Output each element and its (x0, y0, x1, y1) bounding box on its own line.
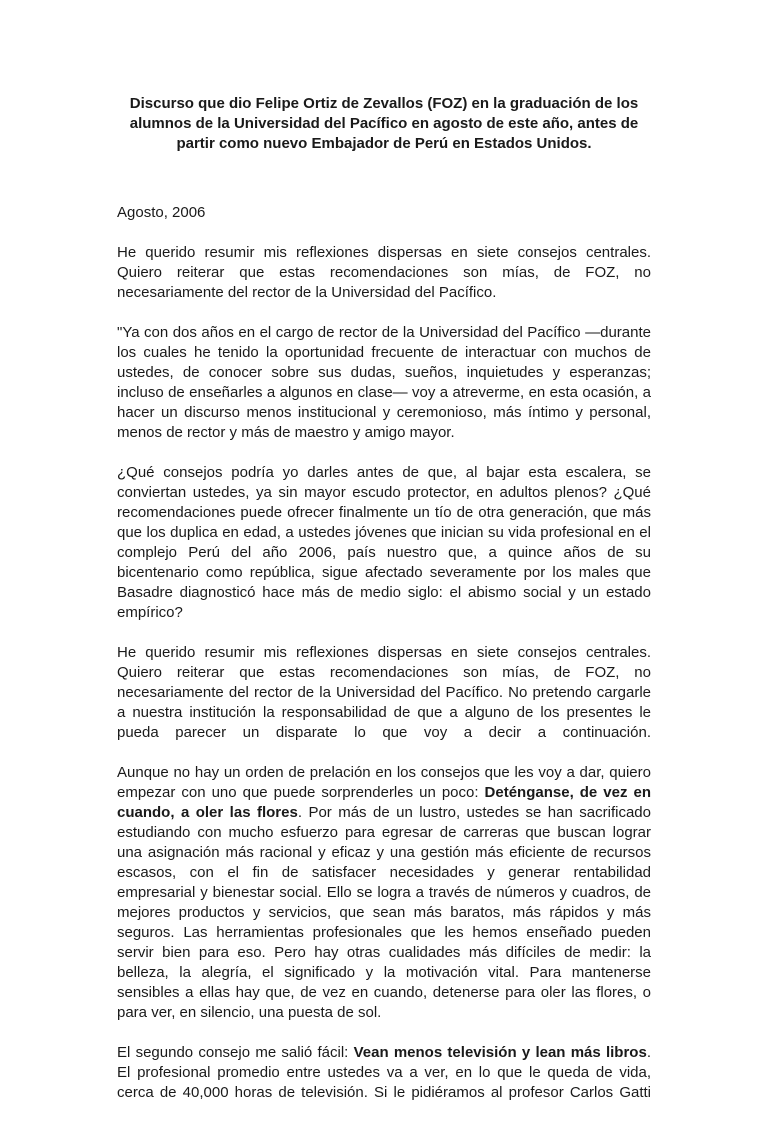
text-line (117, 983, 651, 1003)
text-line (117, 783, 651, 803)
text-segment: empresarial y bienestar social. Ello se logra a través de números y cuadros, de (117, 884, 651, 901)
text-segment: incluso de enseñarles a algunos en clase— voy a atreverme, en esta ocasión, a (117, 384, 651, 401)
text-segment: mejores productos y servicios, que sean más baratos, más rápidos y más (117, 904, 651, 921)
text-line (117, 643, 651, 663)
text-line (117, 1043, 651, 1063)
text-segment: hacer un discurso menos institucional y ceremonioso, más íntimo y personal, (117, 404, 651, 421)
text-segment: "Ya con dos años en el cargo de rector de la Universidad del Pacífico —durante (117, 324, 651, 341)
bold-text: Vean menos televisión y lean más libros (353, 1044, 647, 1061)
date-line (117, 203, 651, 223)
text-segment: una asignación más racional y eficaz y una gestión más eficiente de recursos (117, 844, 651, 861)
text-line (117, 1003, 651, 1023)
text-line (117, 243, 651, 263)
text-line (117, 203, 651, 223)
bold-text: cuando, a oler las flores (117, 804, 298, 821)
text-line (117, 263, 651, 283)
text-line (117, 903, 651, 923)
text-line (117, 1083, 651, 1103)
text-line (117, 323, 651, 343)
document-body (117, 203, 651, 1103)
title-line: partir como nuevo Embajador de Perú en Estados Unidos. (176, 135, 592, 152)
text-line (117, 703, 651, 723)
text-segment: seguros. Las herramientas profesionales que les hemos enseñado pueden (117, 924, 651, 941)
title-line: alumnos de la Universidad del Pacífico en agosto de este año, antes de (129, 115, 639, 132)
paragraph (117, 1043, 651, 1103)
text-segment: cerca de 40,000 horas de televisión. Si le pidiéramos al profesor Carlos Gatti (117, 1084, 651, 1101)
text-segment: belleza, la alegría, el significado y la motivación vital. Para mantenerse (117, 964, 651, 981)
text-segment: conviertan ustedes, ya sin mayor escudo protector, en adultos plenos? ¿Qué (117, 484, 651, 501)
text-line (117, 723, 651, 743)
paragraph (117, 763, 651, 1023)
paragraph (117, 243, 651, 303)
text-segment: recomendaciones puede ofrecer finalmente un tío de otra generación, que más (117, 504, 651, 521)
text-line (117, 843, 651, 863)
text-segment: necesariamente del rector de la Universidad del Pacífico. (117, 284, 497, 301)
bold-text: Deténganse, de vez en (484, 784, 651, 801)
text-segment: Agosto, 2006 (117, 204, 206, 221)
paragraph (117, 463, 651, 623)
text-line (117, 523, 651, 543)
text-line (117, 863, 651, 883)
text-line (117, 803, 651, 823)
text-segment: pueda parecer un disparate lo que voy a decir a continuación. (117, 724, 651, 741)
text-line (117, 483, 651, 503)
text-segment: los cuales he tenido la oportunidad frecuente de interactuar con muchos de (117, 344, 651, 361)
text-line (117, 923, 651, 943)
text-line (117, 403, 651, 423)
document-title (117, 94, 651, 154)
text-line (117, 883, 651, 903)
text-segment: . (646, 1044, 651, 1061)
text-line (117, 283, 651, 303)
text-segment: servir bien para eso. Pero hay otras cualidades más difíciles de medir: la (117, 944, 651, 961)
text-line (117, 463, 651, 483)
text-segment: bicentenario como república, sigue afectado severamente por los males que (117, 564, 651, 581)
title-line: Discurso que dio Felipe Ortiz de Zevallos (FOZ) en la graduación de los (129, 95, 639, 112)
text-line (117, 683, 651, 703)
text-line (117, 423, 651, 443)
text-line (117, 943, 651, 963)
text-segment: para ver, en silencio, una puesta de sol. (117, 1004, 382, 1021)
text-line (117, 503, 651, 523)
text-segment: Basadre diagnosticó hace más de medio siglo: el abismo social y un estado (117, 584, 651, 601)
text-line (117, 763, 651, 783)
text-segment: ustedes, de conocer sobre sus dudas, sueños, inquietudes y esperanzas; (117, 364, 651, 381)
paragraph (117, 643, 651, 743)
text-line (117, 383, 651, 403)
text-segment: He querido resumir mis reflexiones dispersas en siete consejos centrales. (117, 244, 651, 261)
text-segment: He querido resumir mis reflexiones dispersas en siete consejos centrales. (117, 644, 651, 661)
text-segment: . Por más de un lustro, ustedes se han sacrificado (297, 804, 651, 821)
text-segment: sensibles a ellas hay que, de vez en cuando, detenerse para oler las flores, o (117, 984, 651, 1001)
text-line (117, 823, 651, 843)
text-line (117, 583, 651, 603)
text-segment: El segundo consejo me salió fácil: (117, 1044, 354, 1061)
text-segment: empírico? (117, 604, 183, 621)
text-segment: empezar con uno que puede sorprenderles un poco: (117, 784, 485, 801)
text-segment: Aunque no hay un orden de prelación en los consejos que les voy a dar, quiero (117, 764, 651, 781)
paragraph (117, 323, 651, 443)
text-segment: Quiero reiterar que estas recomendaciones son mías, de FOZ, no (117, 264, 651, 281)
text-line (117, 563, 651, 583)
text-segment: Quiero reiterar que estas recomendaciones son mías, de FOZ, no (117, 664, 651, 681)
text-segment: que los duplica en edad, a ustedes jóvenes que inician su vida profesional en el (117, 524, 651, 541)
text-segment: necesariamente del rector de la Universidad del Pacífico. No pretendo cargarle (117, 684, 651, 701)
text-line (117, 603, 651, 623)
text-segment: ¿Qué consejos podría yo darles antes de que, al bajar esta escalera, se (117, 464, 651, 481)
text-line (117, 1063, 651, 1083)
text-line (117, 363, 651, 383)
text-line (117, 963, 651, 983)
text-segment: escasos, con el fin de satisfacer necesidades y generar rentabilidad (117, 864, 651, 881)
text-segment: complejo Perú del año 2006, país nuestro que, a quince años de su (117, 544, 651, 561)
text-line (117, 663, 651, 683)
text-segment: menos de rector y más de maestro y amigo mayor. (117, 424, 455, 441)
text-segment: estudiando con mucho esfuerzo para egresar de carreras que buscan lograr (117, 824, 651, 841)
document-page (117, 94, 651, 1123)
text-segment: El profesional promedio entre ustedes va a ver, en lo que le queda de vida, (117, 1064, 651, 1081)
text-line (117, 543, 651, 563)
text-segment: a nuestra institución la responsabilidad de que a alguno de los presentes le (117, 704, 651, 721)
text-line (117, 343, 651, 363)
